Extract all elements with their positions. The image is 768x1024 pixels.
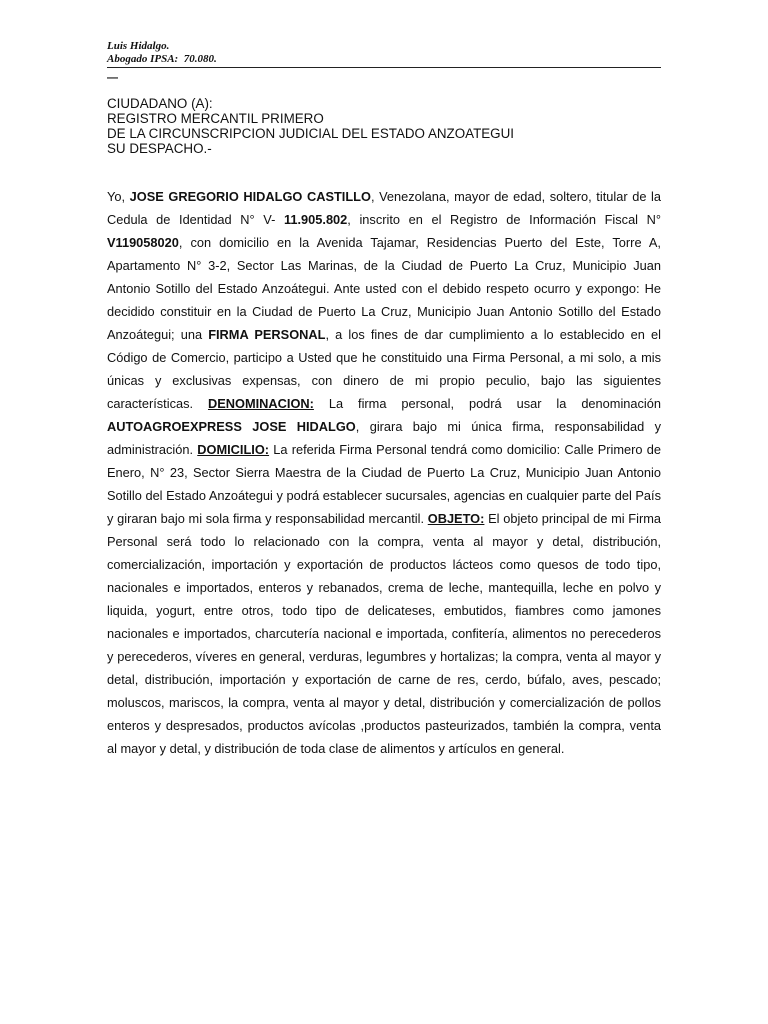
letterhead-credential: Abogado IPSA: 70.080. xyxy=(107,53,217,65)
body-segment-9: El objeto principal de mi Firma Personal será todo lo relacionado con la compra, venta al mayor y detal, distribución, comercialización, importación y exportación de productos lácteos como quesos de todo tipo, nacionales e importados, enteros y rebanados, crema de leche, mantequilla, leche en polvo y liquida, yogurt, entre otros, todo tipo de delicateses, embutidos, fiambres como jamones nacionales e importados, charcutería nacional e importada, confitería, alimentos no perecederos y perecederos, víveres en general, verduras, legumbres y hortalizas; la compra, venta al mayor y detal, distribución, importación y exportación de carne de res, cerdo, búfalo, aves, pescado; moluscos, mariscos, la compra, venta al mayor y detal, distribución y comercialización de pollos enteros y despresados, productos avícolas ,productos pasteurizados, también la compra, venta al mayor y detal, y distribución de toda clase de alimentos y artículos en general. xyxy=(107,511,662,756)
letterhead xyxy=(107,40,661,68)
letterhead-name: Luis Hidalgo. xyxy=(107,40,170,52)
body-segment-8: La referida Firma Personal tendrá como domicilio: Calle Primero de Enero, N° 23, Sector Sierra Maestra de la Ciudad de Puerto La Cruz, Municipio Juan Antonio Sotillo del Estado Anzoátegui y podrá establecer sucursales, agencias en cualquier parte del País y giraran bajo mi sola firma y responsabilidad mercantil. xyxy=(107,442,661,526)
addressee-line-1: CIUDADANO (A): xyxy=(107,96,213,111)
heading-objeto: OBJETO: xyxy=(427,511,485,526)
rif-number: V119058020 xyxy=(107,235,179,250)
body-segment-7: , girara bajo mi única firma, responsabilidad y administración. xyxy=(107,419,662,457)
heading-denominacion: DENOMINACION: xyxy=(207,396,314,411)
body-segment-5: , a los fines de dar cumplimiento a lo establecido en el Código de Comercio, participo a Usted que he constituido una Firma Personal, a mi solo, a mis únicas y exclusivas expensas, con dinero de mi propio peculio, bajo las siguientes características. xyxy=(107,327,661,411)
dash-mark: — xyxy=(107,72,118,84)
body-segment-2: , Venezolana, mayor de edad, soltero, titular de la Cedula de Identidad N° V- xyxy=(107,189,661,227)
body-text xyxy=(107,185,661,760)
firm-type: FIRMA PERSONAL xyxy=(208,327,326,342)
addressee-line-3: DE LA CIRCUNSCRIPCION JUDICIAL DEL ESTADO ANZOATEGUI xyxy=(107,126,514,141)
firm-name: AUTOAGROEXPRESS JOSE HIDALGO xyxy=(107,419,356,434)
body-paragraph xyxy=(107,185,661,760)
body-segment-4: , con domicilio en la Avenida Tajamar, Residencias Puerto del Este, Torre A, Apartamento N° 3-2, Sector Las Marinas, de la Ciudad de Puerto La Cruz, Municipio Juan Antonio Sotillo del Estado Anzoátegui. Ante usted con el debido respeto ocurro y expongo: He decidido constituir en la Ciudad de Puerto La Cruz, Municipio Juan Antonio Sotillo del Estado Anzoátegui; una xyxy=(107,235,661,342)
applicant-name: JOSE GREGORIO HIDALGO CASTILLO xyxy=(129,189,371,204)
body-segment-3: , inscrito en el Registro de Información Fiscal N° xyxy=(347,212,661,227)
addressee-block xyxy=(107,96,667,156)
heading-domicilio: DOMICILIO: xyxy=(197,442,270,457)
body-segment-1: Yo, xyxy=(107,189,130,204)
addressee-line-2: REGISTRO MERCANTIL PRIMERO xyxy=(107,111,324,126)
body-segment-6: La firma personal, podrá usar la denominación xyxy=(313,396,661,411)
addressee-line-4: SU DESPACHO.- xyxy=(107,141,212,156)
id-number: 11.905.802 xyxy=(283,212,348,227)
